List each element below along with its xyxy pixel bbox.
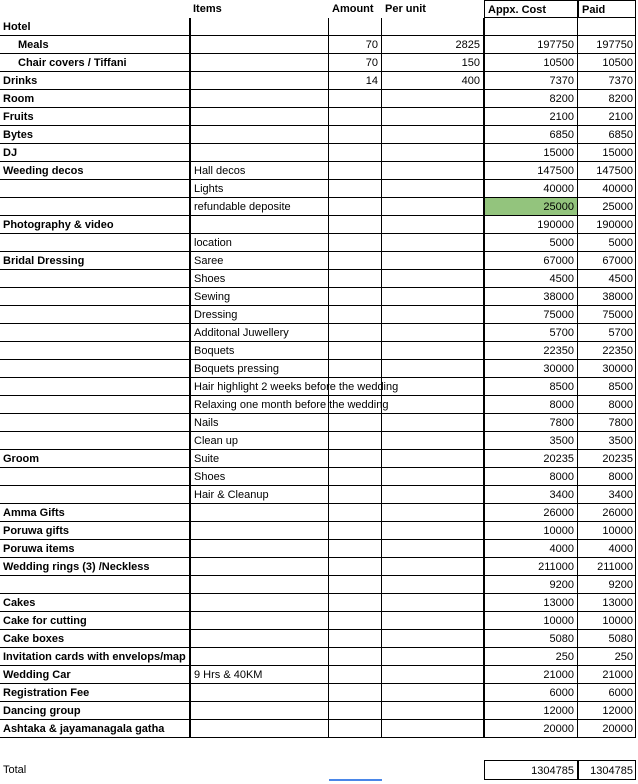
cost-cell[interactable]: 20000 [484, 720, 578, 738]
cost-cell[interactable]: 3400 [484, 486, 578, 504]
amount-cell[interactable] [329, 432, 382, 450]
cost-cell[interactable]: 190000 [484, 216, 578, 234]
per-unit-cell[interactable] [382, 306, 484, 324]
item-cell[interactable] [190, 108, 329, 126]
amount-cell[interactable] [329, 396, 382, 414]
header-row [0, 0, 638, 18]
table-row [0, 432, 638, 450]
cost-cell[interactable] [484, 18, 578, 36]
header-category[interactable] [0, 0, 190, 18]
cost-cell[interactable]: 197750 [484, 36, 578, 54]
item-cell[interactable] [190, 720, 329, 738]
per-unit-cell[interactable] [382, 288, 484, 306]
item-cell[interactable] [190, 702, 329, 720]
header-items[interactable]: Items [193, 3, 222, 15]
table-row [0, 522, 638, 540]
paid-cell[interactable]: 26000 [578, 504, 636, 522]
paid-cell[interactable]: 147500 [578, 162, 636, 180]
table-row [0, 198, 638, 216]
category-cell[interactable] [0, 288, 190, 306]
cost-cell[interactable]: 147500 [484, 162, 578, 180]
per-unit-cell[interactable] [382, 630, 484, 648]
per-unit-cell[interactable] [382, 486, 484, 504]
category-cell[interactable] [0, 360, 190, 378]
cost-cell[interactable]: 20235 [484, 450, 578, 468]
amount-cell[interactable] [329, 360, 382, 378]
cost-cell[interactable]: 12000 [484, 702, 578, 720]
category-cell[interactable] [0, 198, 190, 216]
category-cell[interactable] [0, 270, 190, 288]
amount-cell[interactable] [329, 594, 382, 612]
paid-cell[interactable]: 38000 [578, 288, 636, 306]
category-cell[interactable]: Cake boxes [0, 630, 190, 648]
table-row [0, 450, 638, 468]
category-cell[interactable] [0, 306, 190, 324]
category-cell[interactable]: Chair covers / Tiffani [0, 54, 190, 72]
paid-cell[interactable]: 25000 [578, 198, 636, 216]
category-cell[interactable] [0, 180, 190, 198]
table-row [0, 630, 638, 648]
item-cell[interactable]: Shoes [190, 270, 329, 288]
per-unit-cell[interactable] [382, 522, 484, 540]
cost-cell[interactable]: 15000 [484, 144, 578, 162]
category-cell[interactable] [0, 378, 190, 396]
item-cell[interactable] [190, 144, 329, 162]
total-label[interactable]: Total [3, 764, 27, 776]
table-row [0, 144, 638, 162]
table-row [0, 234, 638, 252]
cost-cell[interactable]: 8000 [484, 396, 578, 414]
item-cell[interactable]: Clean up [190, 432, 329, 450]
per-unit-cell[interactable] [382, 576, 484, 594]
paid-cell[interactable]: 67000 [578, 252, 636, 270]
table-row [0, 342, 638, 360]
table-row [0, 90, 638, 108]
paid-cell[interactable]: 8200 [578, 90, 636, 108]
table-row [0, 72, 638, 90]
category-cell[interactable]: Cakes [0, 594, 190, 612]
item-cell[interactable]: Boquets pressing [190, 360, 329, 378]
item-cell[interactable] [190, 522, 329, 540]
item-cell[interactable]: Sewing [190, 288, 329, 306]
table-row [0, 18, 638, 36]
header-amount[interactable]: Amount [332, 3, 374, 15]
cost-cell[interactable]: 8500 [484, 378, 578, 396]
table-row [0, 216, 638, 234]
item-cell[interactable]: Hair highlight 2 weeks before the wedding [190, 378, 329, 396]
amount-cell[interactable] [329, 90, 382, 108]
amount-cell[interactable] [329, 378, 382, 396]
paid-cell[interactable]: 4000 [578, 540, 636, 558]
cost-cell[interactable]: 75000 [484, 306, 578, 324]
table-row [0, 252, 638, 270]
category-cell[interactable]: Groom [0, 450, 190, 468]
per-unit-cell[interactable] [382, 126, 484, 144]
table-row [0, 378, 638, 396]
per-unit-cell[interactable] [382, 702, 484, 720]
table-row [0, 306, 638, 324]
paid-cell[interactable]: 250 [578, 648, 636, 666]
cost-cell[interactable]: 10000 [484, 612, 578, 630]
amount-cell[interactable] [329, 342, 382, 360]
paid-cell[interactable]: 5080 [578, 630, 636, 648]
per-unit-cell[interactable] [382, 540, 484, 558]
paid-cell[interactable]: 13000 [578, 594, 636, 612]
per-unit-cell[interactable] [382, 720, 484, 738]
paid-cell[interactable]: 9200 [578, 576, 636, 594]
item-cell[interactable] [190, 90, 329, 108]
paid-cell[interactable]: 15000 [578, 144, 636, 162]
table-row [0, 666, 638, 684]
category-cell[interactable]: Photography & video [0, 216, 190, 234]
table-row [0, 36, 638, 54]
paid-cell[interactable]: 40000 [578, 180, 636, 198]
category-cell[interactable]: Drinks [0, 72, 190, 90]
table-row [0, 270, 638, 288]
per-unit-cell[interactable] [382, 360, 484, 378]
paid-cell[interactable]: 8000 [578, 396, 636, 414]
category-cell[interactable]: Amma Gifts [0, 504, 190, 522]
amount-cell[interactable] [329, 180, 382, 198]
per-unit-cell[interactable] [382, 180, 484, 198]
cost-cell[interactable]: 10000 [484, 522, 578, 540]
item-cell[interactable]: 9 Hrs & 40KM [190, 666, 329, 684]
table-row [0, 468, 638, 486]
amount-cell[interactable] [329, 450, 382, 468]
paid-cell[interactable]: 20000 [578, 720, 636, 738]
paid-cell[interactable]: 8000 [578, 468, 636, 486]
paid-cell[interactable]: 7370 [578, 72, 636, 90]
amount-cell[interactable] [329, 558, 382, 576]
header-cost[interactable]: Appx. Cost [484, 0, 578, 18]
category-cell[interactable] [0, 234, 190, 252]
item-cell[interactable] [190, 558, 329, 576]
category-cell[interactable]: Weeding decos [0, 162, 190, 180]
category-cell[interactable] [0, 324, 190, 342]
item-cell[interactable] [190, 18, 329, 36]
paid-cell[interactable]: 10000 [578, 612, 636, 630]
cost-cell[interactable]: 67000 [484, 252, 578, 270]
item-cell[interactable] [190, 630, 329, 648]
per-unit-cell[interactable] [382, 234, 484, 252]
table-row [0, 324, 638, 342]
amount-cell[interactable] [329, 270, 382, 288]
item-cell[interactable] [190, 612, 329, 630]
paid-cell[interactable]: 10000 [578, 522, 636, 540]
table-body [0, 18, 638, 738]
amount-cell[interactable] [329, 306, 382, 324]
paid-cell[interactable]: 2100 [578, 108, 636, 126]
per-unit-cell[interactable] [382, 666, 484, 684]
per-unit-cell[interactable] [382, 18, 484, 36]
amount-cell[interactable] [329, 198, 382, 216]
cost-cell[interactable]: 6850 [484, 126, 578, 144]
category-cell[interactable] [0, 342, 190, 360]
cost-cell[interactable]: 25000 [484, 198, 578, 216]
cost-cell[interactable]: 6000 [484, 684, 578, 702]
amount-cell[interactable] [329, 288, 382, 306]
table-row [0, 486, 638, 504]
amount-cell[interactable] [329, 324, 382, 342]
paid-cell[interactable]: 6000 [578, 684, 636, 702]
per-unit-cell[interactable] [382, 612, 484, 630]
per-unit-cell[interactable] [382, 342, 484, 360]
paid-cell[interactable]: 190000 [578, 216, 636, 234]
item-cell[interactable]: Lights [190, 180, 329, 198]
category-cell[interactable] [0, 432, 190, 450]
category-cell[interactable]: Dancing group [0, 702, 190, 720]
amount-cell[interactable] [329, 468, 382, 486]
item-cell[interactable] [190, 504, 329, 522]
category-cell[interactable]: Bridal Dressing [0, 252, 190, 270]
item-cell[interactable]: refundable deposite [190, 198, 329, 216]
per-unit-cell[interactable] [382, 594, 484, 612]
amount-cell[interactable] [329, 18, 382, 36]
cost-cell[interactable]: 40000 [484, 180, 578, 198]
category-cell[interactable] [0, 468, 190, 486]
paid-cell[interactable]: 3400 [578, 486, 636, 504]
per-unit-cell[interactable] [382, 162, 484, 180]
paid-cell[interactable]: 5000 [578, 234, 636, 252]
paid-cell[interactable]: 6850 [578, 126, 636, 144]
category-cell[interactable]: Ashtaka & jayamanagala gatha [0, 720, 190, 738]
paid-cell[interactable]: 197750 [578, 36, 636, 54]
per-unit-cell[interactable] [382, 270, 484, 288]
amount-cell[interactable] [329, 252, 382, 270]
table-row [0, 288, 638, 306]
per-unit-cell[interactable] [382, 684, 484, 702]
item-cell[interactable]: Dressing [190, 306, 329, 324]
item-cell[interactable]: Saree [190, 252, 329, 270]
amount-cell[interactable] [329, 126, 382, 144]
cost-cell[interactable]: 5080 [484, 630, 578, 648]
amount-cell[interactable] [329, 486, 382, 504]
per-unit-cell[interactable] [382, 468, 484, 486]
category-cell[interactable]: Poruwa items [0, 540, 190, 558]
paid-cell[interactable]: 22350 [578, 342, 636, 360]
table-row [0, 702, 638, 720]
per-unit-cell[interactable]: 150 [382, 54, 484, 72]
item-cell[interactable] [190, 54, 329, 72]
cost-cell[interactable]: 22350 [484, 342, 578, 360]
header-per-unit[interactable]: Per unit [385, 3, 426, 15]
selected-cell[interactable] [329, 779, 382, 784]
category-cell[interactable]: Poruwa gifts [0, 522, 190, 540]
amount-cell[interactable]: 70 [329, 36, 382, 54]
cost-cell[interactable]: 26000 [484, 504, 578, 522]
item-cell[interactable] [190, 72, 329, 90]
table-row [0, 540, 638, 558]
category-cell[interactable]: Cake for cutting [0, 612, 190, 630]
paid-cell[interactable]: 75000 [578, 306, 636, 324]
amount-cell[interactable]: 14 [329, 72, 382, 90]
amount-cell[interactable] [329, 162, 382, 180]
per-unit-cell[interactable] [382, 396, 484, 414]
per-unit-cell[interactable] [382, 450, 484, 468]
category-cell[interactable]: Bytes [0, 126, 190, 144]
table-row [0, 648, 638, 666]
item-cell[interactable] [190, 684, 329, 702]
item-cell[interactable] [190, 594, 329, 612]
item-cell[interactable]: Hair & Cleanup [190, 486, 329, 504]
per-unit-cell[interactable] [382, 558, 484, 576]
item-cell[interactable]: Hall decos [190, 162, 329, 180]
paid-cell[interactable]: 30000 [578, 360, 636, 378]
amount-cell[interactable] [329, 666, 382, 684]
table-row [0, 108, 638, 126]
category-cell[interactable]: Meals [0, 36, 190, 54]
item-cell[interactable]: Relaxing one month before the wedding [190, 396, 329, 414]
per-unit-cell[interactable] [382, 324, 484, 342]
amount-cell[interactable] [329, 144, 382, 162]
amount-cell[interactable] [329, 630, 382, 648]
cost-cell[interactable]: 10500 [484, 54, 578, 72]
amount-cell[interactable] [329, 612, 382, 630]
item-cell[interactable]: Suite [190, 450, 329, 468]
amount-cell[interactable] [329, 216, 382, 234]
item-cell[interactable] [190, 126, 329, 144]
paid-cell[interactable]: 7800 [578, 414, 636, 432]
item-cell[interactable] [190, 36, 329, 54]
total-paid[interactable]: 1304785 [578, 760, 636, 780]
item-cell[interactable] [190, 540, 329, 558]
per-unit-cell[interactable] [382, 252, 484, 270]
item-cell[interactable]: Shoes [190, 468, 329, 486]
table-row [0, 594, 638, 612]
cost-cell[interactable]: 5700 [484, 324, 578, 342]
per-unit-cell[interactable] [382, 504, 484, 522]
item-cell[interactable] [190, 576, 329, 594]
header-paid[interactable]: Paid [578, 0, 636, 18]
paid-cell[interactable]: 21000 [578, 666, 636, 684]
item-cell[interactable]: location [190, 234, 329, 252]
paid-cell[interactable] [578, 18, 636, 36]
amount-cell[interactable] [329, 684, 382, 702]
per-unit-cell[interactable] [382, 216, 484, 234]
per-unit-cell[interactable]: 2825 [382, 36, 484, 54]
item-cell[interactable] [190, 216, 329, 234]
cost-cell[interactable]: 21000 [484, 666, 578, 684]
paid-cell[interactable]: 10500 [578, 54, 636, 72]
category-cell[interactable]: Room [0, 90, 190, 108]
cost-cell[interactable]: 3500 [484, 432, 578, 450]
paid-cell[interactable]: 211000 [578, 558, 636, 576]
cost-cell[interactable]: 4000 [484, 540, 578, 558]
per-unit-cell[interactable] [382, 144, 484, 162]
per-unit-cell[interactable] [382, 198, 484, 216]
table-row [0, 54, 638, 72]
table-row [0, 720, 638, 738]
category-cell[interactable]: Fruits [0, 108, 190, 126]
item-cell[interactable]: Nails [190, 414, 329, 432]
amount-cell[interactable]: 70 [329, 54, 382, 72]
per-unit-cell[interactable] [382, 378, 484, 396]
paid-cell[interactable]: 12000 [578, 702, 636, 720]
cost-cell[interactable]: 7370 [484, 72, 578, 90]
per-unit-cell[interactable] [382, 108, 484, 126]
cost-cell[interactable]: 38000 [484, 288, 578, 306]
amount-cell[interactable] [329, 576, 382, 594]
category-cell[interactable]: DJ [0, 144, 190, 162]
amount-cell[interactable] [329, 504, 382, 522]
table-row [0, 558, 638, 576]
item-cell[interactable]: Boquets [190, 342, 329, 360]
category-cell[interactable] [0, 396, 190, 414]
paid-cell[interactable]: 3500 [578, 432, 636, 450]
item-cell[interactable]: Additonal Juwellery [190, 324, 329, 342]
cost-cell[interactable]: 2100 [484, 108, 578, 126]
table-row [0, 414, 638, 432]
table-row [0, 396, 638, 414]
table-row [0, 162, 638, 180]
paid-cell[interactable]: 4500 [578, 270, 636, 288]
table-row [0, 576, 638, 594]
paid-cell[interactable]: 5700 [578, 324, 636, 342]
paid-cell[interactable]: 8500 [578, 378, 636, 396]
per-unit-cell[interactable] [382, 648, 484, 666]
per-unit-cell[interactable]: 400 [382, 72, 484, 90]
cost-cell[interactable]: 211000 [484, 558, 578, 576]
table-row [0, 612, 638, 630]
cost-cell[interactable]: 8200 [484, 90, 578, 108]
amount-cell[interactable] [329, 414, 382, 432]
paid-cell[interactable]: 20235 [578, 450, 636, 468]
table-row [0, 180, 638, 198]
cost-cell[interactable]: 13000 [484, 594, 578, 612]
amount-cell[interactable] [329, 540, 382, 558]
category-cell[interactable] [0, 414, 190, 432]
cost-cell[interactable]: 9200 [484, 576, 578, 594]
amount-cell[interactable] [329, 648, 382, 666]
table-row [0, 684, 638, 702]
amount-cell[interactable] [329, 234, 382, 252]
amount-cell[interactable] [329, 108, 382, 126]
category-cell[interactable] [0, 576, 190, 594]
cost-cell[interactable]: 8000 [484, 468, 578, 486]
cost-cell[interactable]: 30000 [484, 360, 578, 378]
table-row [0, 504, 638, 522]
category-cell[interactable]: Registration Fee [0, 684, 190, 702]
total-row [0, 760, 638, 780]
cost-cell[interactable]: 7800 [484, 414, 578, 432]
item-cell[interactable] [190, 648, 329, 666]
total-cost[interactable]: 1304785 [484, 760, 578, 780]
category-cell[interactable]: Hotel [0, 18, 190, 36]
table-row [0, 126, 638, 144]
cost-cell[interactable]: 250 [484, 648, 578, 666]
category-cell[interactable]: Invitation cards with envelops/map [0, 648, 190, 666]
amount-cell[interactable] [329, 720, 382, 738]
amount-cell[interactable] [329, 702, 382, 720]
per-unit-cell[interactable] [382, 90, 484, 108]
category-cell[interactable] [0, 486, 190, 504]
category-cell[interactable]: Wedding rings (3) /Neckless [0, 558, 190, 576]
cost-cell[interactable]: 5000 [484, 234, 578, 252]
cost-cell[interactable]: 4500 [484, 270, 578, 288]
table-row [0, 360, 638, 378]
per-unit-cell[interactable] [382, 414, 484, 432]
category-cell[interactable]: Wedding Car [0, 666, 190, 684]
per-unit-cell[interactable] [382, 432, 484, 450]
amount-cell[interactable] [329, 522, 382, 540]
